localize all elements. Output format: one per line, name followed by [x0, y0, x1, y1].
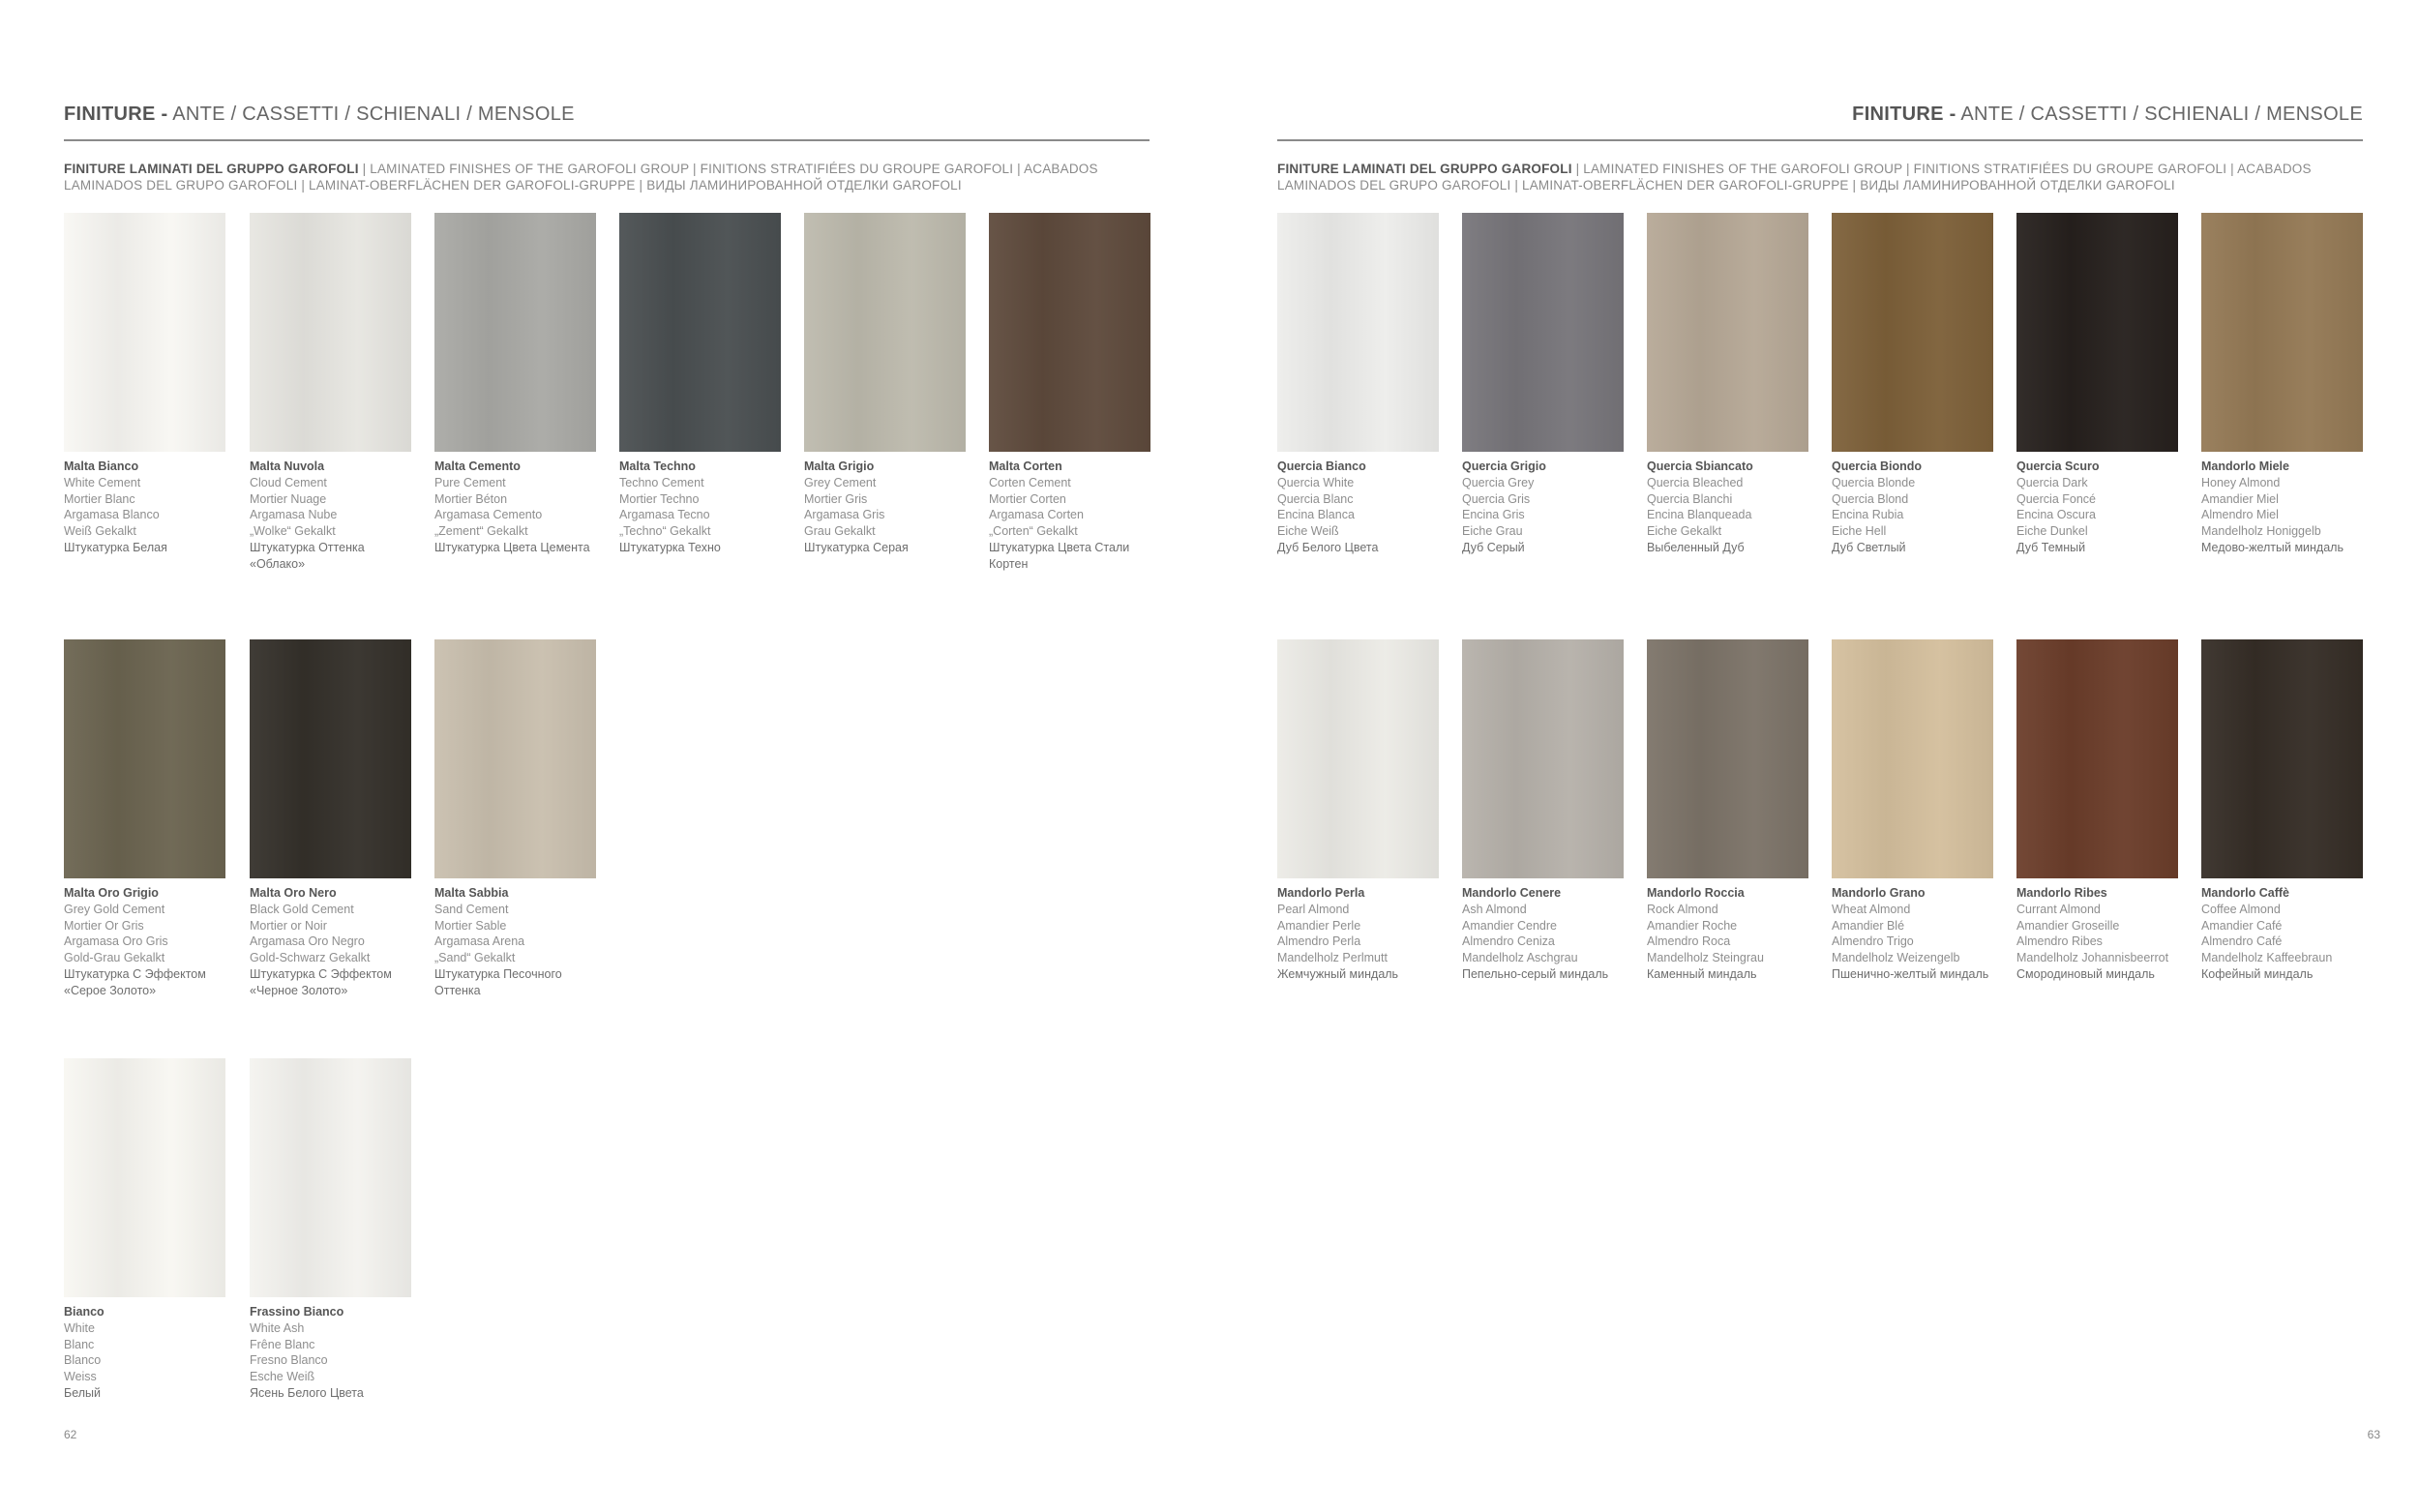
finish-translation: White Ash — [250, 1320, 305, 1335]
intro-line-2: LAMINADOS DEL GRUPO GAROFOLI | LAMINAT-OBERFLÄCHEN DER GAROFOLI-GRUPPE | ВИДЫ ЛАМИНИРОВАННОЙ ОТДЕЛКИ GAROFOLI — [64, 178, 962, 193]
finish-sample-image — [2016, 639, 2178, 878]
finish-caption — [2201, 885, 2363, 983]
finish-translation: Cloud Cement — [250, 475, 327, 489]
finish-name: Mandorlo Grano — [1832, 886, 1926, 900]
title-rest: ANTE / CASSETTI / SCHIENALI / MENSOLE — [167, 104, 575, 125]
finish-translation: Mandelholz Aschgrau — [1462, 951, 1578, 965]
finish-translation: Argamasa Cemento — [434, 508, 543, 522]
intro-line-1 — [64, 161, 1099, 177]
finish-translation-ru: Штукатурка Белая — [64, 540, 167, 554]
finish-name: Mandorlo Roccia — [1647, 886, 1745, 900]
finish-name: Quercia Sbiancato — [1647, 460, 1753, 473]
finish-name: Malta Cemento — [434, 460, 521, 473]
finish-name: Mandorlo Ribes — [2016, 886, 2107, 900]
intro-lead: FINITURE LAMINATI DEL GRUPPO GAROFOLI — [64, 162, 359, 176]
title-bold: FINITURE - — [1852, 104, 1956, 125]
finish-sample-image — [619, 213, 781, 452]
page-header — [64, 101, 1150, 141]
finish-sample-image — [989, 213, 1150, 452]
finish-sample-image — [434, 213, 596, 452]
finish-caption — [2016, 459, 2178, 556]
finish-translation: Amandier Perle — [1277, 918, 1361, 933]
finish-translation-ru: Белый — [64, 1385, 102, 1400]
finish-translation: Mandelholz Weizengelb — [1832, 951, 1960, 965]
swatch-card — [64, 213, 225, 556]
finish-sample-image — [1647, 639, 1808, 878]
finish-caption — [1277, 459, 1439, 556]
finish-sample-image — [1277, 639, 1439, 878]
finish-sample-image — [1462, 213, 1624, 452]
finish-caption — [2201, 459, 2363, 556]
finish-translation: Blanco — [64, 1353, 102, 1368]
swatch-card — [2201, 639, 2363, 983]
swatch-card — [2201, 213, 2363, 556]
swatch-card — [1277, 639, 1439, 983]
finish-translation: Quercia Blanc — [1277, 491, 1354, 506]
finish-translation: Eiche Hell — [1832, 524, 1887, 539]
finish-translation: Gold-Grau Gekalkt — [64, 951, 165, 965]
swatch-card — [2016, 213, 2178, 556]
finish-translation-ru: Штукатурка Техно — [619, 540, 721, 554]
finish-translation-ru: Штукатурка Оттенка «Облако» — [250, 540, 365, 571]
finish-translation: Mortier Techno — [619, 491, 700, 506]
finish-translation: White — [64, 1320, 95, 1335]
swatch-card — [64, 639, 225, 999]
finish-translation: Weiss — [64, 1370, 97, 1384]
finish-name: Bianco — [64, 1305, 105, 1319]
finish-translation: Mortier Or Gris — [64, 918, 144, 933]
finish-sample-image — [1277, 213, 1439, 452]
finish-translation-ru: Дуб Серый — [1462, 540, 1525, 554]
finish-translation-ru: Кофейный миндаль — [2201, 966, 2314, 981]
finish-translation: Amandier Groseille — [2016, 918, 2120, 933]
finish-translation: Mortier Corten — [989, 491, 1066, 506]
finish-sample-image — [2201, 213, 2363, 452]
finish-translation: Frêne Blanc — [250, 1337, 315, 1351]
finish-translation: Argamasa Oro Gris — [64, 934, 168, 949]
finish-caption — [1277, 885, 1439, 983]
finish-translation: Encina Oscura — [2016, 508, 2096, 522]
finish-translation: Rock Almond — [1647, 902, 1718, 916]
finish-translation: Techno Cement — [619, 475, 704, 489]
finish-translation: Honey Almond — [2201, 475, 2281, 489]
finish-translation: Quercia Dark — [2016, 475, 2088, 489]
finish-translation: Mandelholz Honiggelb — [2201, 524, 2321, 539]
finish-caption — [1647, 459, 1808, 556]
finish-translation: Almendro Miel — [2201, 508, 2279, 522]
finish-translation: Mortier Gris — [804, 491, 868, 506]
finish-caption — [2016, 885, 2178, 983]
finish-translation: Mandelholz Perlmutt — [1277, 951, 1388, 965]
finish-caption — [989, 459, 1150, 573]
finish-caption — [64, 459, 225, 556]
right-page — [1210, 0, 2419, 1512]
swatch-card — [1647, 639, 1808, 983]
finish-translation-ru: Дуб Белого Цвета — [1277, 540, 1379, 554]
finish-translation-ru: Пшенично-желтый миндаль — [1832, 966, 1989, 981]
finish-caption — [619, 459, 781, 556]
swatch-card — [619, 213, 781, 556]
finish-translation: Fresno Blanco — [250, 1353, 328, 1368]
finish-translation: Mortier Sable — [434, 918, 507, 933]
finish-translation-ru: Штукатурка Цвета Цемента — [434, 540, 590, 554]
finish-caption — [434, 459, 596, 556]
finish-translation: Eiche Grau — [1462, 524, 1523, 539]
page-title — [1852, 104, 2363, 126]
finish-name: Mandorlo Caffè — [2201, 886, 2289, 900]
finish-caption — [1832, 459, 1993, 556]
finish-translation: „Sand“ Gekalkt — [434, 951, 516, 965]
finish-sample-image — [1832, 639, 1993, 878]
finish-translation: Almendro Perla — [1277, 934, 1361, 949]
finish-name: Mandorlo Perla — [1277, 886, 1365, 900]
finish-translation-ru: Медово-желтый миндаль — [2201, 540, 2344, 554]
finish-translation: Pure Cement — [434, 475, 506, 489]
finish-translation: Amandier Café — [2201, 918, 2283, 933]
finish-translation: Argamasa Gris — [804, 508, 885, 522]
finish-translation: „Zement“ Gekalkt — [434, 524, 528, 539]
finish-sample-image — [250, 639, 411, 878]
finish-translation: Coffee Almond — [2201, 902, 2281, 916]
finish-translation: Grau Gekalkt — [804, 524, 876, 539]
swatch-card — [434, 213, 596, 556]
page-title — [64, 104, 575, 126]
finish-sample-image — [1647, 213, 1808, 452]
finish-translation: Amandier Miel — [2201, 491, 2279, 506]
finish-translation: Quercia White — [1277, 475, 1355, 489]
finish-name: Malta Techno — [619, 460, 696, 473]
finish-translation: Grey Gold Cement — [64, 902, 165, 916]
swatch-card — [804, 213, 966, 556]
finish-caption — [1462, 459, 1624, 556]
finish-caption — [1832, 885, 1993, 983]
finish-caption — [64, 1304, 225, 1402]
title-rest: ANTE / CASSETTI / SCHIENALI / MENSOLE — [1956, 104, 2363, 125]
finish-sample-image — [804, 213, 966, 452]
finish-sample-image — [1832, 213, 1993, 452]
finish-translation: Encina Blanca — [1277, 508, 1355, 522]
swatch-card — [1462, 639, 1624, 983]
intro-text — [1277, 161, 2313, 193]
finish-translation: Almendro Roca — [1647, 934, 1731, 949]
finish-translation: Encina Rubia — [1832, 508, 1904, 522]
finish-translation: „Wolke“ Gekalkt — [250, 524, 336, 539]
finish-name: Quercia Bianco — [1277, 460, 1366, 473]
finish-translation-ru: Штукатурка Песочного Оттенка — [434, 966, 562, 997]
finish-translation: Ash Almond — [1462, 902, 1527, 916]
finish-translation: Argamasa Oro Negro — [250, 934, 365, 949]
finish-translation: Mandelholz Steingrau — [1647, 951, 1764, 965]
finish-caption — [434, 885, 596, 999]
finish-translation: Quercia Blonde — [1832, 475, 1916, 489]
swatch-card — [434, 639, 596, 999]
finish-translation: Quercia Blanchi — [1647, 491, 1733, 506]
finish-translation: Quercia Foncé — [2016, 491, 2096, 506]
finish-name: Malta Corten — [989, 460, 1062, 473]
swatch-card — [1277, 213, 1439, 556]
finish-translation: Currant Almond — [2016, 902, 2101, 916]
page-header — [1277, 101, 2363, 141]
intro-line-1 — [1277, 161, 2313, 177]
finish-name: Malta Grigio — [804, 460, 875, 473]
finish-translation: Quercia Bleached — [1647, 475, 1744, 489]
finish-translation-ru: Штукатурка С Эффектом «Черное Золото» — [250, 966, 392, 997]
intro-text — [64, 161, 1099, 193]
finish-translation: Argamasa Corten — [989, 508, 1084, 522]
finish-sample-image — [64, 639, 225, 878]
finish-translation: Mandelholz Kaffeebraun — [2201, 951, 2333, 965]
swatch-card — [1832, 639, 1993, 983]
swatch-card — [250, 213, 411, 573]
finish-translation: Blanc — [64, 1337, 95, 1351]
finish-translation: Mortier Blanc — [64, 491, 135, 506]
finish-sample-image — [250, 1058, 411, 1297]
finish-caption — [250, 1304, 411, 1402]
finish-translation: Amandier Blé — [1832, 918, 1905, 933]
swatch-card — [989, 213, 1150, 573]
finish-translation: Amandier Cendre — [1462, 918, 1557, 933]
finish-name: Mandorlo Miele — [2201, 460, 2289, 473]
finish-translation: Encina Blanqueada — [1647, 508, 1752, 522]
intro-line-1-rest: | LAMINATED FINISHES OF THE GAROFOLI GROUP | FINITIONS STRATIFIÉES DU GROUPE GAROFOLI | ACABADOS — [358, 162, 1098, 176]
intro-line-2: LAMINADOS DEL GRUPO GAROFOLI | LAMINAT-OBERFLÄCHEN DER GAROFOLI-GRUPPE | ВИДЫ ЛАМИНИРОВАННОЙ ОТДЕЛКИ GAROFOLI — [1277, 178, 2175, 193]
finish-name: Malta Nuvola — [250, 460, 325, 473]
finish-translation: Quercia Blond — [1832, 491, 1909, 506]
finish-translation-ru: Штукатурка Цвета Стали Кортен — [989, 540, 1130, 571]
finish-translation: Mortier or Noir — [250, 918, 327, 933]
finish-translation-ru: Дуб Темный — [2016, 540, 2086, 554]
finish-translation: Mandelholz Johannisbeerrot — [2016, 951, 2169, 965]
finish-translation: Mortier Nuage — [250, 491, 327, 506]
finish-translation-ru: Штукатурка Серая — [804, 540, 909, 554]
finish-translation-ru: Пепельно-серый миндаль — [1462, 966, 1609, 981]
finish-sample-image — [250, 213, 411, 452]
swatch-card — [1832, 213, 1993, 556]
swatch-card — [1462, 213, 1624, 556]
finish-name: Malta Oro Grigio — [64, 886, 159, 900]
finish-translation: „Corten“ Gekalkt — [989, 524, 1078, 539]
swatch-card — [1647, 213, 1808, 556]
finish-translation: Gold-Schwarz Gekalkt — [250, 951, 371, 965]
finish-translation: Black Gold Cement — [250, 902, 354, 916]
finish-sample-image — [2201, 639, 2363, 878]
finish-translation-ru: Ясень Белого Цвета — [250, 1385, 364, 1400]
page-number: 62 — [64, 1428, 77, 1441]
finish-translation-ru: Дуб Светлый — [1832, 540, 1906, 554]
finish-name: Malta Bianco — [64, 460, 139, 473]
finish-translation: Argamasa Nube — [250, 508, 338, 522]
finish-translation: White Cement — [64, 475, 141, 489]
finish-sample-image — [64, 213, 225, 452]
swatch-card — [64, 1058, 225, 1402]
finish-caption — [64, 885, 225, 999]
finish-name: Malta Sabbia — [434, 886, 509, 900]
finish-name: Malta Oro Nero — [250, 886, 337, 900]
finish-translation: Argamasa Arena — [434, 934, 525, 949]
finish-translation-ru: Каменный миндаль — [1647, 966, 1757, 981]
finish-translation: Almendro Café — [2201, 934, 2283, 949]
finish-translation: Encina Gris — [1462, 508, 1525, 522]
finish-translation: Mortier Béton — [434, 491, 508, 506]
finish-translation: Eiche Dunkel — [2016, 524, 2088, 539]
finish-translation-ru: Штукатурка С Эффектом «Серое Золото» — [64, 966, 206, 997]
finish-name: Quercia Biondo — [1832, 460, 1923, 473]
finish-caption — [804, 459, 966, 556]
finish-translation: „Techno“ Gekalkt — [619, 524, 711, 539]
finish-translation: Quercia Grey — [1462, 475, 1535, 489]
finish-translation: Amandier Roche — [1647, 918, 1738, 933]
finish-sample-image — [64, 1058, 225, 1297]
intro-lead: FINITURE LAMINATI DEL GRUPPO GAROFOLI — [1277, 162, 1572, 176]
finish-translation: Esche Weiß — [250, 1370, 315, 1384]
finish-translation: Sand Cement — [434, 902, 509, 916]
finish-translation: Argamasa Blanco — [64, 508, 160, 522]
finish-translation: Grey Cement — [804, 475, 877, 489]
finish-translation: Eiche Weiß — [1277, 524, 1339, 539]
finish-caption — [250, 459, 411, 573]
page-number: 63 — [2367, 1428, 2380, 1441]
finish-name: Frassino Bianco — [250, 1305, 344, 1319]
finish-translation: Quercia Gris — [1462, 491, 1531, 506]
finish-translation: Weiß Gekalkt — [64, 524, 136, 539]
finish-translation: Almendro Trigo — [1832, 934, 1914, 949]
finish-name: Quercia Grigio — [1462, 460, 1546, 473]
finish-sample-image — [434, 639, 596, 878]
finish-translation: Corten Cement — [989, 475, 1071, 489]
swatch-card — [2016, 639, 2178, 983]
title-bold: FINITURE - — [64, 104, 168, 125]
finish-sample-image — [2016, 213, 2178, 452]
finish-translation: Almendro Ceniza — [1462, 934, 1555, 949]
swatch-card — [250, 1058, 411, 1402]
finish-caption — [1647, 885, 1808, 983]
finish-translation: Wheat Almond — [1832, 902, 1911, 916]
finish-name: Quercia Scuro — [2016, 460, 2100, 473]
finish-sample-image — [1462, 639, 1624, 878]
finish-caption — [1462, 885, 1624, 983]
finish-translation-ru: Выбеленный Дуб — [1647, 540, 1745, 554]
finish-translation-ru: Смородиновый миндаль — [2016, 966, 2155, 981]
swatch-card — [250, 639, 411, 999]
finish-translation: Eiche Gekalkt — [1647, 524, 1722, 539]
finish-translation-ru: Жемчужный миндаль — [1277, 966, 1399, 981]
intro-line-1-rest: | LAMINATED FINISHES OF THE GAROFOLI GROUP | FINITIONS STRATIFIÉES DU GROUPE GAROFOLI | ACABADOS — [1571, 162, 2312, 176]
finish-translation: Almendro Ribes — [2016, 934, 2103, 949]
finish-translation: Argamasa Tecno — [619, 508, 710, 522]
finish-translation: Pearl Almond — [1277, 902, 1350, 916]
finish-caption — [250, 885, 411, 999]
finish-name: Mandorlo Cenere — [1462, 886, 1562, 900]
